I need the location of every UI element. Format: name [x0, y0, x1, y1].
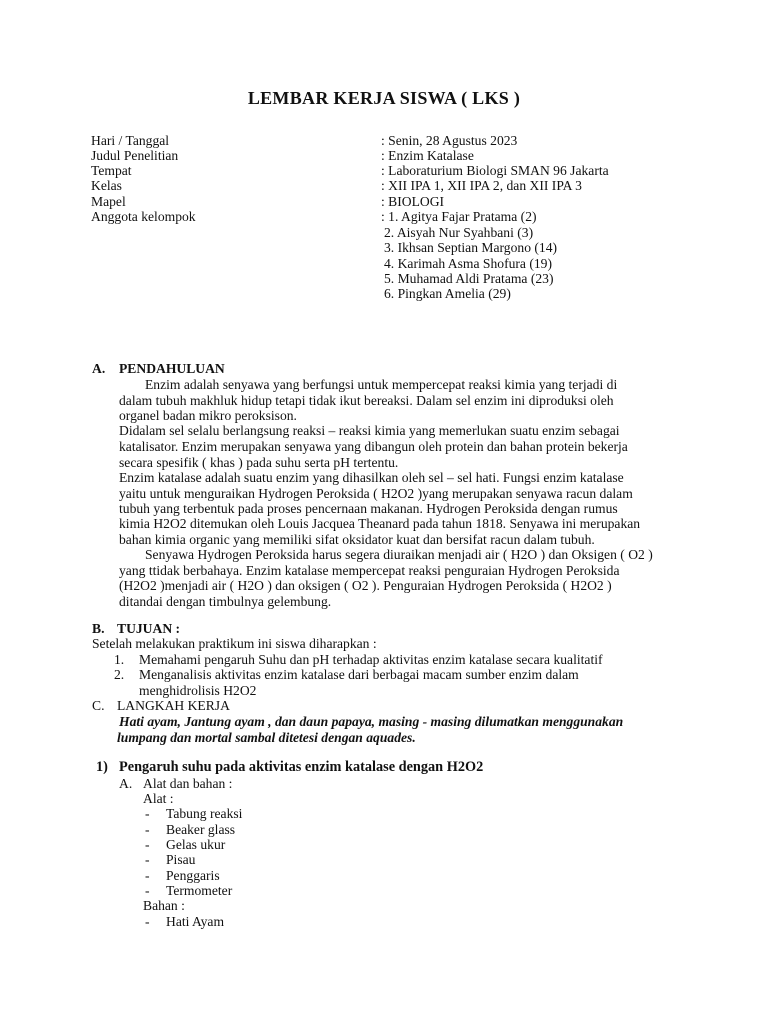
bahan-item: Hati Ayam — [166, 914, 225, 929]
section-letter: B. — [92, 621, 105, 636]
member-item: 6. Pingkan Amelia (29) — [384, 286, 511, 301]
info-label: Mapel — [91, 194, 126, 209]
paragraph-line: ditandai dengan timbulnya gelembung. — [119, 594, 332, 609]
alat-item: Pisau — [166, 852, 196, 867]
sub-heading: Alat dan bahan : — [143, 776, 233, 791]
paragraph-line: yaitu untuk menguraikan Hydrogen Peroksida ( H2O2 )yang merupakan senyawa racun dalam — [119, 486, 633, 501]
paragraph-line: bahan kimia organic yang memiliki sifat oksidator kuat dan bersifat racun dalam tubuh. — [119, 532, 595, 547]
paragraph-line: kimia H2O2 ditemukan oleh Louis Jacquea Theanard pada tahun 1818. Senyawa ini merupakan — [119, 516, 641, 531]
alat-item: Penggaris — [166, 868, 220, 883]
paragraph-line: dalam tubuh makhluk hidup tetapi tidak ikut bereaksi. Dalam sel enzim ini diproduksi oleh — [119, 393, 614, 408]
info-value: : Senin, 28 Agustus 2023 — [381, 133, 518, 148]
info-label: Judul Penelitian — [91, 148, 179, 163]
member-item: 4. Karimah Asma Shofura (19) — [384, 256, 552, 271]
paragraph-line: (H2O2 )menjadi air ( H2O ) dan oksigen ( O2 ). Penguraian Hydrogen Peroksida ( H2O2 ) — [119, 578, 612, 593]
info-value: : Enzim Katalase — [381, 148, 474, 163]
member-item: 5. Muhamad Aldi Pratama (23) — [384, 271, 554, 286]
list-dash: - — [145, 822, 150, 837]
italic-note: lumpang dan mortal sambal ditetesi dengan aquades. — [117, 730, 416, 745]
paragraph-line: Didalam sel selalu berlangsung reaksi – reaksi kimia yang memerlukan suatu enzim sebagai — [119, 423, 620, 438]
alat-label: Alat : — [143, 791, 174, 806]
alat-item: Tabung reaksi — [166, 806, 243, 821]
list-number: 2. — [114, 667, 125, 682]
section-intro: Setelah melakukan praktikum ini siswa diharapkan : — [92, 636, 377, 651]
list-dash: - — [145, 883, 150, 898]
info-value: : BIOLOGI — [381, 194, 445, 209]
alat-item: Termometer — [166, 883, 233, 898]
paragraph-line: Enzim katalase adalah suatu enzim yang dihasilkan oleh sel – sel hati. Fungsi enzim katalase — [119, 470, 624, 485]
step-heading: Pengaruh suhu pada aktivitas enzim katalase dengan H2O2 — [119, 759, 484, 775]
section-heading: PENDAHULUAN — [119, 361, 225, 376]
list-item-continuation: menghidrolisis H2O2 — [139, 683, 257, 698]
list-dash: - — [145, 837, 150, 852]
italic-note: Hati ayam, Jantung ayam , dan daun papaya, masing - masing dilumatkan menggunakan — [119, 714, 624, 729]
list-dash: - — [145, 868, 150, 883]
list-dash: - — [145, 914, 150, 929]
paragraph-line: yang ttidak berbahaya. Enzim katalase mempercepat reaksi penguraian Hydrogen Peroksida — [119, 563, 620, 578]
paragraph-line: organel badan mikro peroksison. — [119, 408, 297, 423]
paragraph-line: katalisator. Enzim merupakan senyawa yang dibangun oleh protein dan bahan protein bekerja — [119, 439, 628, 454]
list-dash: - — [145, 852, 150, 867]
info-label: Anggota kelompok — [91, 209, 196, 224]
sub-letter: A. — [119, 776, 133, 791]
info-label: Tempat — [91, 163, 132, 178]
list-item: Menganalisis aktivitas enzim katalase dari berbagai macam sumber enzim dalam — [139, 667, 579, 682]
page-title: LEMBAR KERJA SISWA ( LKS ) — [247, 88, 521, 108]
paragraph-line: tubuh yang terbentuk pada proses pencernaan makanan. Hydrogen Peroksida dengan rumus — [119, 501, 618, 516]
step-number: 1) — [96, 759, 108, 775]
bahan-label: Bahan : — [143, 898, 185, 913]
section-heading: LANGKAH KERJA — [117, 698, 230, 713]
list-item: Memahami pengaruh Suhu dan pH terhadap aktivitas enzim katalase secara kualitatif — [139, 652, 603, 667]
list-number: 1. — [114, 652, 125, 667]
info-value: : 1. Agitya Fajar Pratama (2) — [381, 209, 537, 224]
list-dash: - — [145, 806, 150, 821]
paragraph-line: Enzim adalah senyawa yang berfungsi untuk mempercepat reaksi kimia yang terjadi di — [145, 377, 618, 392]
info-value: : XII IPA 1, XII IPA 2, dan XII IPA 3 — [381, 178, 582, 193]
paragraph-line: secara spesifik ( khas ) pada suhu serta pH tertentu. — [119, 455, 399, 470]
section-letter: C. — [92, 698, 105, 713]
member-item: 2. Aisyah Nur Syahbani (3) — [384, 225, 534, 240]
alat-item: Gelas ukur — [166, 837, 226, 852]
info-value: : Laboraturium Biologi SMAN 96 Jakarta — [381, 163, 609, 178]
member-item: 3. Ikhsan Septian Margono (14) — [384, 240, 558, 255]
info-label: Kelas — [91, 178, 122, 193]
section-letter: A. — [92, 361, 106, 376]
paragraph-line: Senyawa Hydrogen Peroksida harus segera diuraikan menjadi air ( H2O ) dan Oksigen ( O2 ) — [145, 547, 653, 562]
alat-item: Beaker glass — [166, 822, 236, 837]
info-label: Hari / Tanggal — [91, 133, 170, 148]
section-heading: TUJUAN : — [117, 621, 181, 636]
